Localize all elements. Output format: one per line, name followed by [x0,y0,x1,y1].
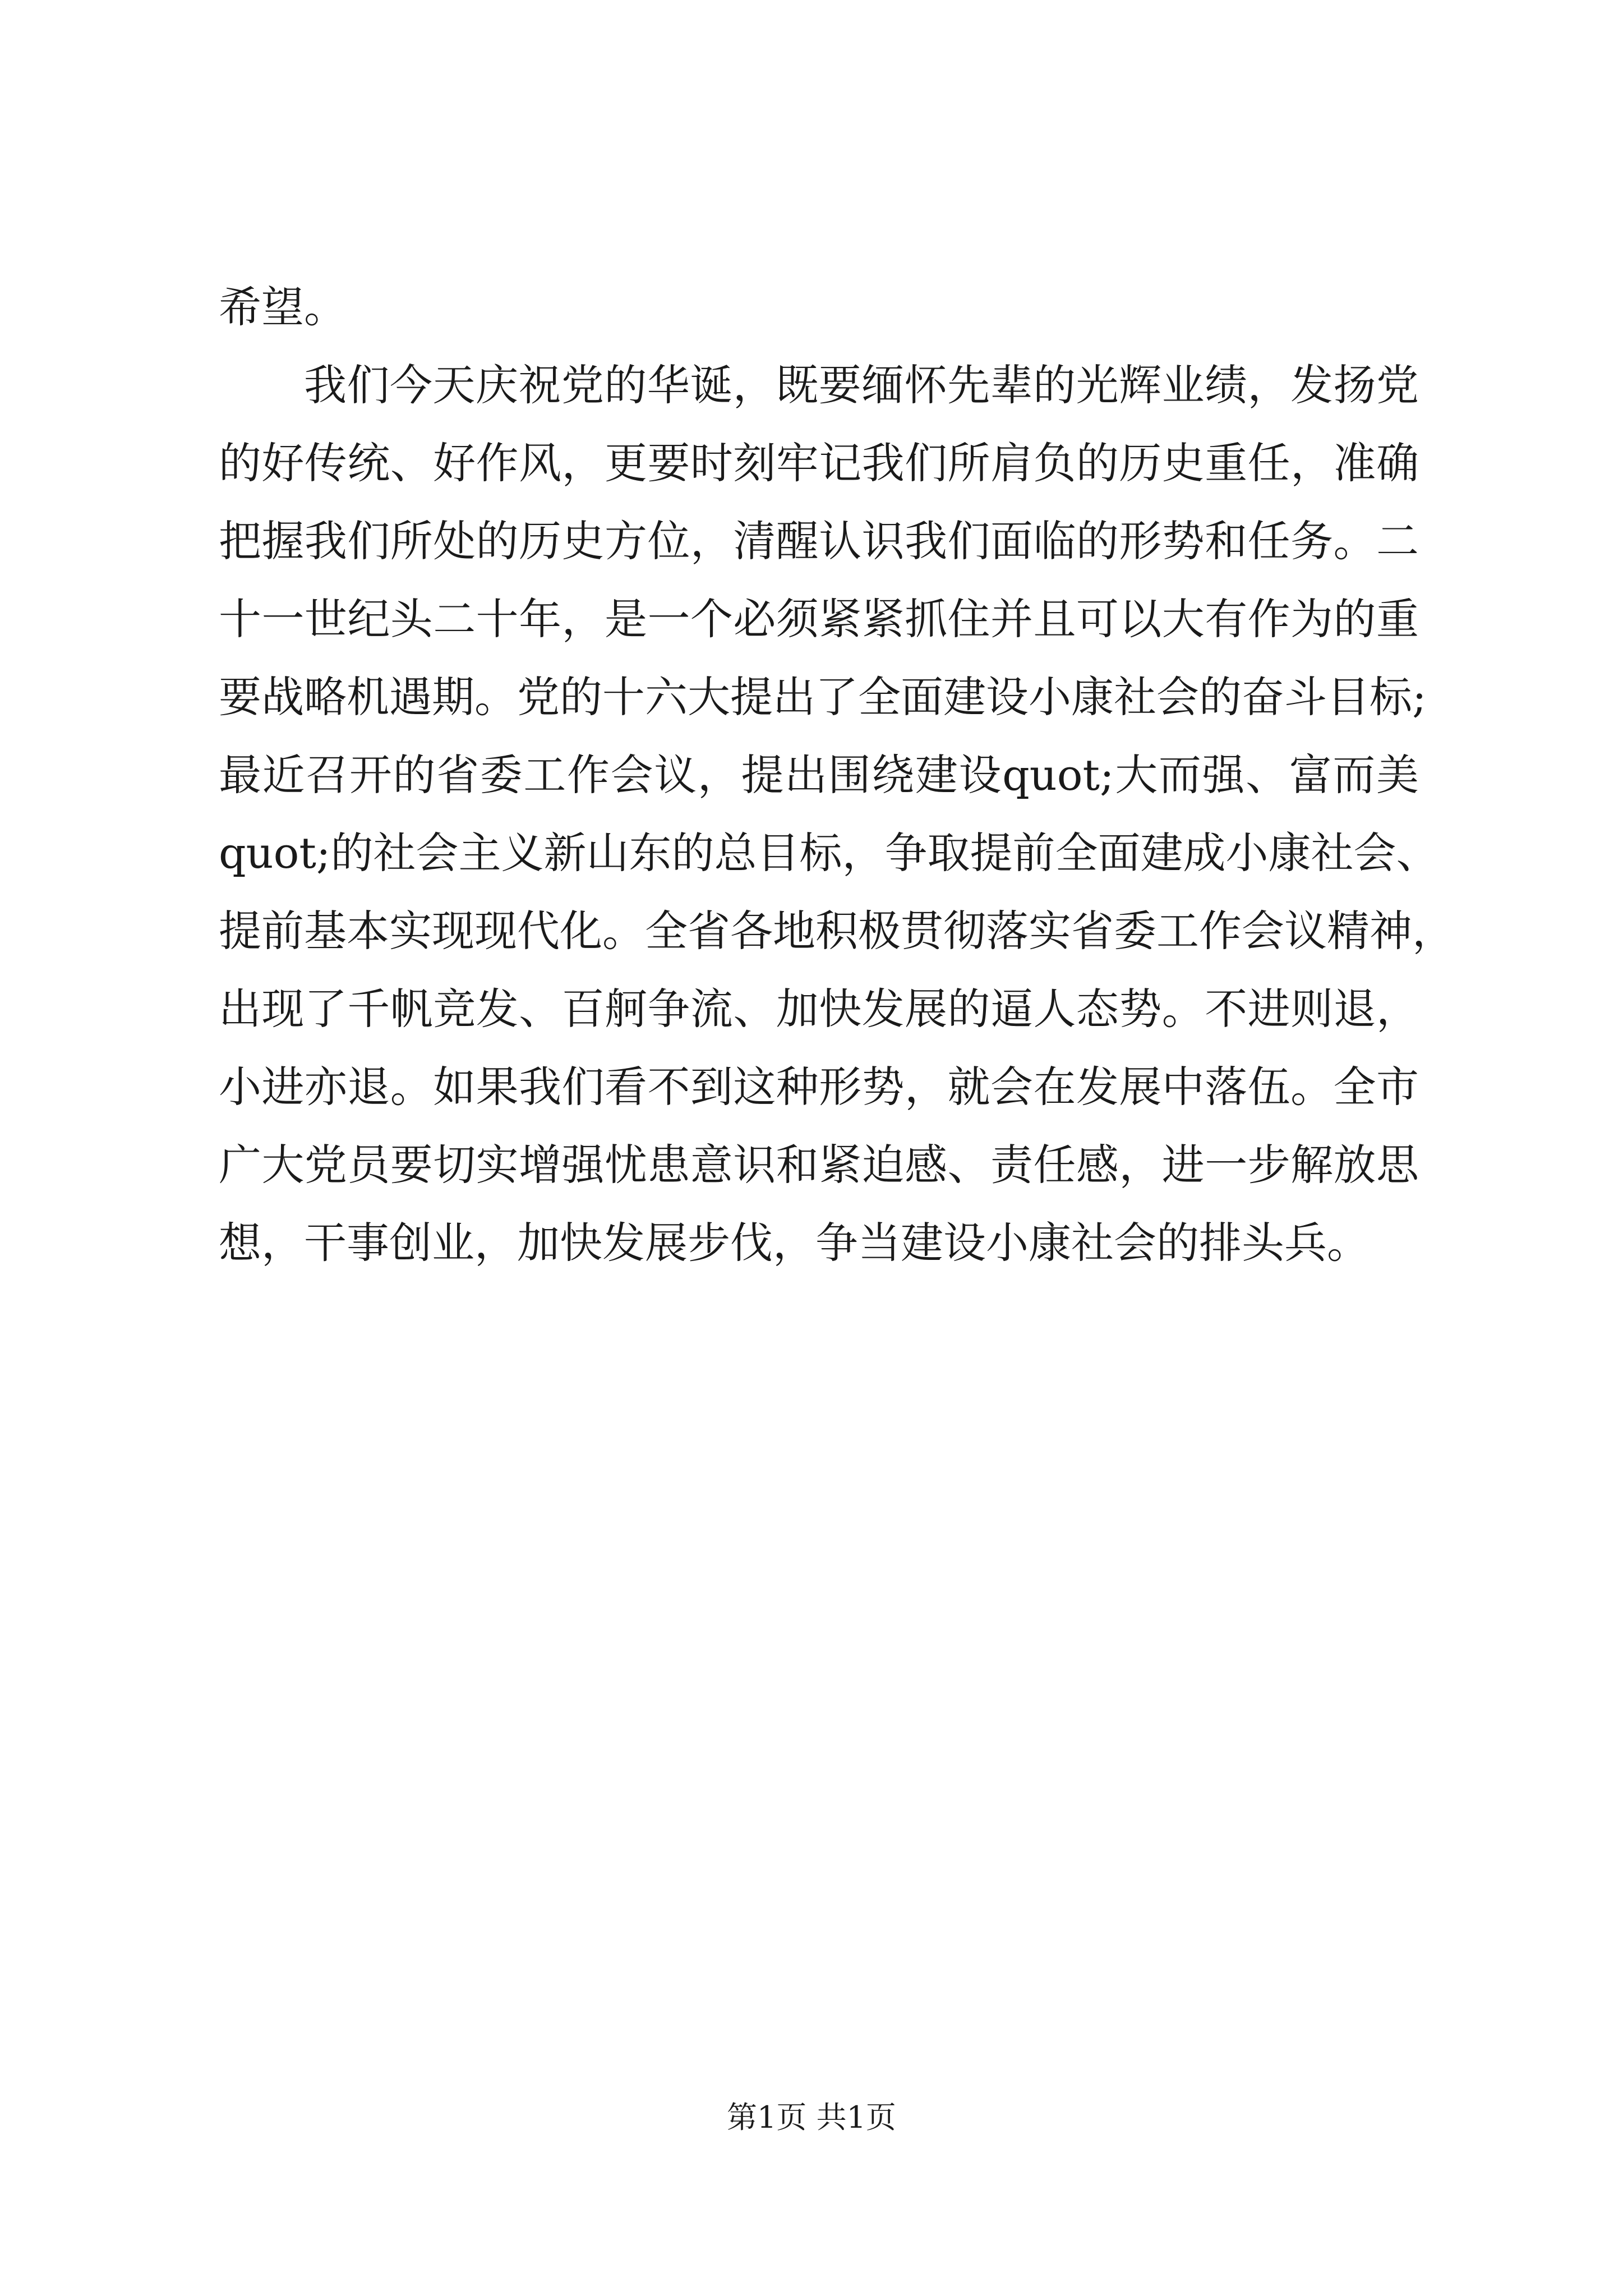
page-footer: 第1页 共1页 [727,2100,896,2135]
text-line: quot;的社会主义新山东的总目标，争取提前全面建成小康社会、 [219,828,1439,878]
text-line: 的好传统、好作风，更要时刻牢记我们所肩负的历史重任，准确 [219,438,1419,488]
text-line: 提前基本实现现代化。全省各地积极贯彻落实省委工作会议精神， [219,906,1455,956]
text-line: 出现了千帆竞发、百舸争流、加快发展的逼人态势。不进则退， [219,984,1419,1034]
text-line: 广大党员要切实增强忧患意识和紧迫感、责任感，进一步解放思 [219,1140,1419,1190]
text-line: 要战略机遇期。党的十六大提出了全面建设小康社会的奋斗目标; [219,672,1427,722]
text-line: 十一世纪头二十年，是一个必须紧紧抓住并且可以大有作为的重 [219,594,1419,644]
text-line: 小进亦退。如果我们看不到这种形势，就会在发展中落伍。全市 [219,1062,1419,1112]
text-line: 我们今天庆祝党的华诞，既要缅怀先辈的光辉业绩，发扬党 [304,360,1419,410]
text-line: 想，干事创业，加快发展步伐，争当建设小康社会的排头兵。 [219,1218,1370,1268]
text-line: 希望。 [219,282,347,332]
body-text [219,268,1455,1282]
text-line: 把握我们所处的历史方位，清醒认识我们面临的形势和任务。二 [219,516,1419,566]
text-line: 最近召开的省委工作会议，提出围绕建设quot;大而强、富而美 [219,750,1419,800]
